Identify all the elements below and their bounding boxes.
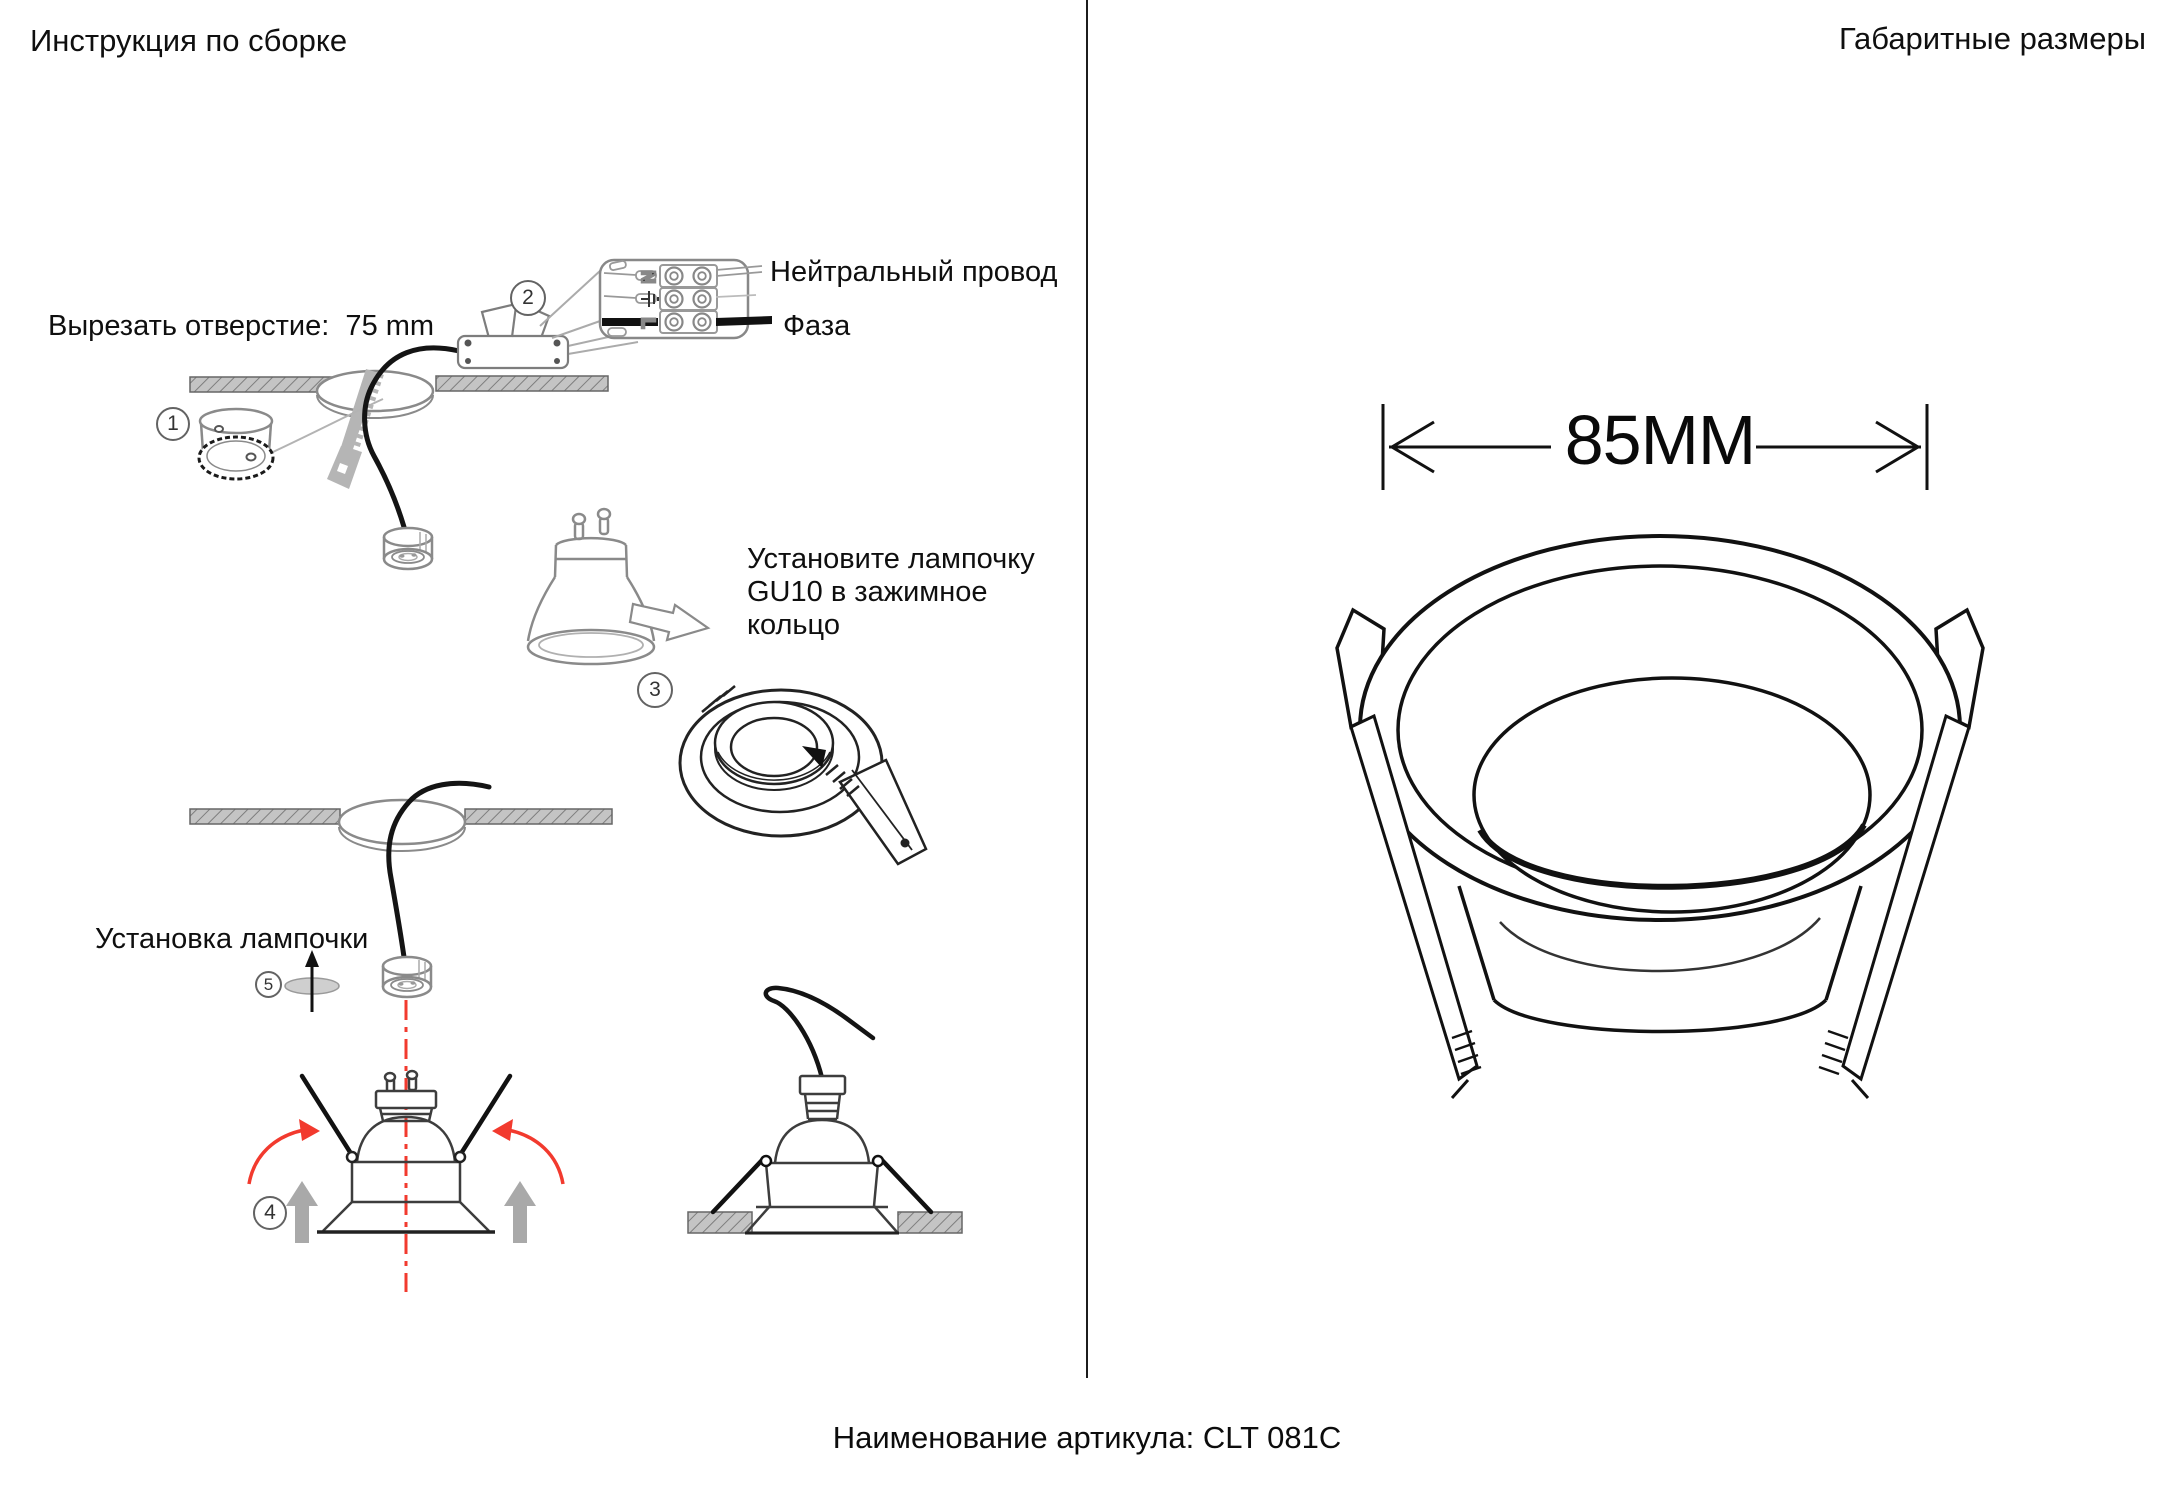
install-lamp-label: Установка лампочки [95,923,369,955]
cut-hole-label: Вырезать отверстие: 75 mm [48,310,435,342]
step-5-badge: 5 [255,971,282,998]
installed-fixture [688,988,962,1233]
rotate-icon [285,950,339,1012]
callout-lines [540,270,603,338]
step-3-badge: 3 [637,672,673,708]
install-bulb-line-1: Установите лампочку [747,543,1035,575]
lamp-socket-icon [384,528,432,569]
panel-divider [1086,0,1088,1378]
install-bulb-label [747,543,1035,642]
gu10-bulb-icon [528,509,654,664]
diameter-dimension-label: 85MM [1564,401,1756,479]
terminal-label-live: L [638,317,658,329]
page-title-right: Габаритные размеры [1838,21,2146,56]
terminal-block-detail [600,260,772,338]
insert-arrow-icon [630,604,708,640]
page-title-left: Инструкция по сборке [30,23,348,58]
mounting-ring-icon [680,686,926,864]
neutral-wire-label: Нейтральный провод [770,256,1058,288]
downlight-housing-drawing [1337,536,1983,1098]
step-1-badge: 1 [156,407,190,441]
dimensions-drawing [1087,0,2174,1500]
install-bulb-line-2: GU10 в зажимное [747,576,988,608]
lamp-socket-icon [383,957,431,997]
phase-label: Фаза [783,310,851,342]
step-2-badge: 2 [510,280,546,316]
step-4-badge: 4 [253,1196,287,1230]
install-bulb-line-3: кольцо [747,609,840,641]
article-name-label: Наименование артикула: CLT 081C [832,1420,1342,1455]
terminal-label-neutral: N [638,270,658,284]
